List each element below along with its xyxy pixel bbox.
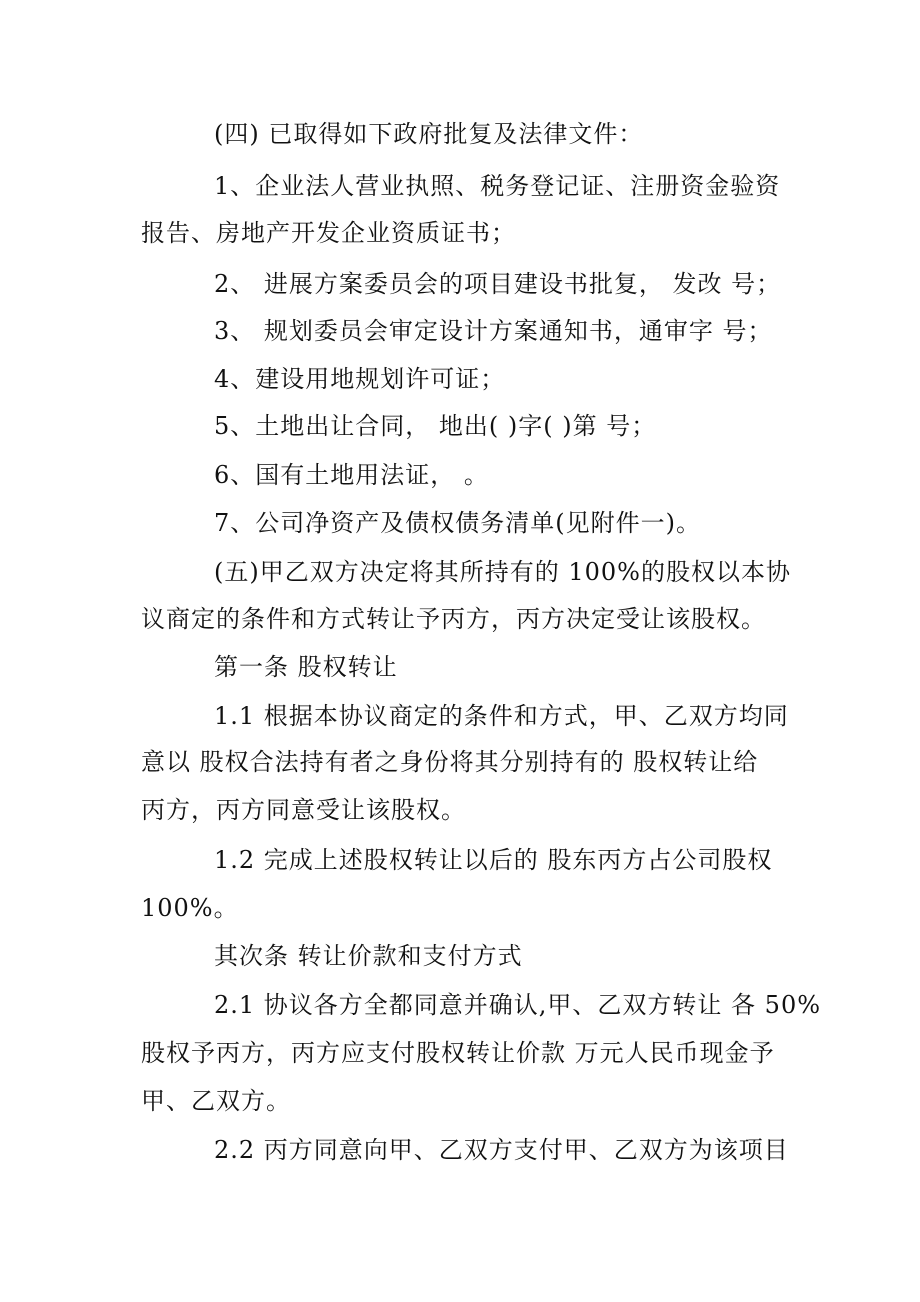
- clause-1-1: 1.1 根据本协议商定的条件和方式，甲、乙双方均同: [214, 702, 789, 730]
- section-four-heading: (四) 已取得如下政府批复及法律文件：: [214, 120, 644, 148]
- clause-2-1: 2.1 协议各方全都同意并确认,甲、乙双方转让 各 50%: [214, 991, 822, 1019]
- list-item-7: 7、公司净资产及债权债务清单(见附件一)。: [214, 509, 701, 537]
- list-item-2: 2、 进展方案委员会的项目建设书批复， 发改 号；: [214, 270, 782, 298]
- list-item-5: 5、土地出让合同， 地出( )字( )第 号；: [214, 412, 657, 440]
- clause-2-1-line-2: 股权予丙方，丙方应支付股权转让价款 万元人民币现金予: [141, 1039, 775, 1067]
- section-five-paragraph-continued: 议商定的条件和方式转让予丙方，丙方决定受让该股权。: [141, 605, 766, 633]
- clause-1-2: 1.2 完成上述股权转让以后的 股东丙方占公司股权: [214, 846, 773, 874]
- list-item-3: 3、 规划委员会审定设计方案通知书，通审字 号；: [214, 317, 773, 345]
- list-item-4: 4、建设用地规划许可证；: [214, 365, 506, 393]
- list-item-1: 1、企业法人营业执照、税务登记证、注册资金验资: [214, 172, 781, 200]
- clause-2-2: 2.2 丙方同意向甲、乙双方支付甲、乙双方为该项目: [214, 1136, 789, 1164]
- clause-1-1-line-2: 意以 股权合法持有者之身份将其分别持有的 股权转让给: [141, 748, 759, 776]
- list-item-1-continued: 报告、房地产开发企业资质证书；: [141, 219, 516, 247]
- clause-1-2-continued: 100%。: [141, 894, 239, 922]
- list-item-6: 6、国有土地用法证， 。: [214, 461, 489, 489]
- clause-1-1-line-3: 丙方，丙方同意受让该股权。: [141, 796, 466, 824]
- section-five-paragraph: (五)甲乙双方决定将其所持有的 100%的股权以本协: [214, 558, 791, 586]
- article-two-heading: 其次条 转让价款和支付方式: [214, 942, 523, 970]
- clause-2-1-line-3: 甲、乙双方。: [141, 1087, 291, 1115]
- article-one-heading: 第一条 股权转让: [214, 653, 398, 681]
